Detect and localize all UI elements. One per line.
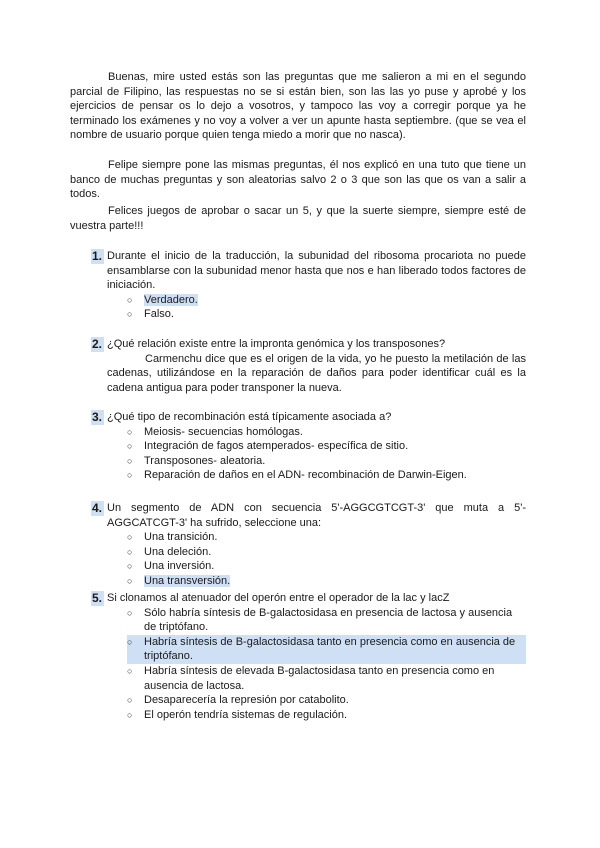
circle-bullet-icon: ○ xyxy=(127,546,133,557)
option-item[interactable]: ○ Una deleción. xyxy=(127,545,212,558)
intro-paragraph-3: Felices juegos de aprobar o sacar un 5, y que la suerte siempre, siempre esté de vuestra parte!!! xyxy=(70,205,526,232)
question-4 xyxy=(91,501,526,589)
question-text: Si clonamos al atenuador del operón entre el operador de la lac y lacZ xyxy=(107,592,450,604)
option-item[interactable]: ○ Integración de fagos atemperados- específica de sitio. xyxy=(127,440,409,453)
circle-bullet-icon: ○ xyxy=(127,636,133,647)
option-item[interactable]: ○ Una transversión. xyxy=(127,574,231,587)
option-list xyxy=(91,293,526,322)
question-text: ¿Qué relación existe entre la impronta genómica y los transposones? xyxy=(107,338,446,350)
question-3 xyxy=(91,410,526,483)
option-item[interactable]: ○ Habría síntesis de elevada B-galactosidasa tanto en presencia como en ausencia de lactosa. xyxy=(127,664,495,692)
circle-bullet-icon: ○ xyxy=(127,294,133,305)
option-item[interactable]: ○ Desaparecería la represión por catabolito. xyxy=(127,694,349,707)
circle-bullet-icon: ○ xyxy=(127,455,133,466)
option-item[interactable]: ○ Una inversión. xyxy=(127,560,215,573)
circle-bullet-icon: ○ xyxy=(127,441,133,452)
intro-paragraph-1: Buenas, mire usted estás son las preguntas que me salieron a mi en el segundo parcial de Filipino, las respuestas no se si están bien, son las las yo puse y aprobé y los ejercicios de pensar os lo dejo a vosotros, y tampoco las voy a corregir porque ya he terminado los exámenes y no voy a volver a ver un apunte hasta septiembre. (que se vea el nombre de usuario porque quien tenga miedo a morir que no nasca). xyxy=(70,71,526,142)
option-item[interactable]: ○ Meiosis- secuencias homólogas. xyxy=(127,425,303,438)
option-list xyxy=(91,606,526,723)
option-item[interactable]: ○ Verdadero. xyxy=(127,293,198,306)
option-item[interactable]: ○ Sólo habría síntesis de B-galactosidasa en presencia de lactosa y ausencia de triptófano. xyxy=(127,606,513,634)
question-number: 3. xyxy=(92,410,103,424)
circle-bullet-icon: ○ xyxy=(127,709,133,720)
circle-bullet-icon: ○ xyxy=(127,470,133,481)
question-number: 4. xyxy=(92,501,103,515)
option-item[interactable]: ○ Reparación de daños en el ADN- recombinación de Darwin-Eigen. xyxy=(127,469,467,482)
question-text: Durante el inicio de la traducción, la subunidad del ribosoma procariota no puede ensamblarse con la subunidad menor hasta que nos e han liberado todos factores de iniciación. xyxy=(107,250,526,292)
question-number: 1. xyxy=(92,249,103,263)
option-item[interactable]: ○ Transposones- aleatoria. xyxy=(127,454,266,467)
circle-bullet-icon: ○ xyxy=(127,309,133,320)
option-item[interactable]: ○ El operón tendría sistemas de regulación. xyxy=(127,708,348,721)
option-item[interactable]: ○ Habría síntesis de B-galactosidasa tanto en presencia como en ausencia de triptófano. xyxy=(127,635,526,664)
question-5 xyxy=(91,591,526,722)
question-text: ¿Qué tipo de recombinación está típicamente asociada a? xyxy=(107,411,392,423)
intro-paragraph-2: Felipe siempre pone las mismas preguntas, él nos explicó en una tuto que tiene un banco de muchas preguntas y son aleatorias salvo 2 o 3 que son las que os van a salir a todos. xyxy=(70,159,526,201)
circle-bullet-icon: ○ xyxy=(127,665,133,676)
question-2 xyxy=(91,337,526,395)
option-item[interactable]: ○ Una transición. xyxy=(127,531,218,544)
circle-bullet-icon: ○ xyxy=(127,575,133,586)
circle-bullet-icon: ○ xyxy=(127,561,133,572)
option-list xyxy=(91,530,526,588)
question-text: Un segmento de ADN con secuencia 5'-AGGCGTCGT-3' que muta a 5'-AGGCATCGT-3' ha sufrido, seleccione una: xyxy=(107,502,526,529)
circle-bullet-icon: ○ xyxy=(127,426,133,437)
option-item[interactable]: ○ Falso. xyxy=(127,308,174,321)
circle-bullet-icon: ○ xyxy=(127,532,133,543)
circle-bullet-icon: ○ xyxy=(127,695,133,706)
option-list xyxy=(91,425,526,483)
question-number: 2. xyxy=(92,337,103,351)
answer-text: Carmenchu dice que es el origen de la vida, yo he puesto la metilación de las cadenas, utilizándose en la reparación de daños para poder identificar cuál es la cadena antigua para poder transponer la nueva. xyxy=(107,352,526,394)
question-1 xyxy=(91,249,526,322)
question-number: 5. xyxy=(92,591,103,605)
circle-bullet-icon: ○ xyxy=(127,607,133,618)
